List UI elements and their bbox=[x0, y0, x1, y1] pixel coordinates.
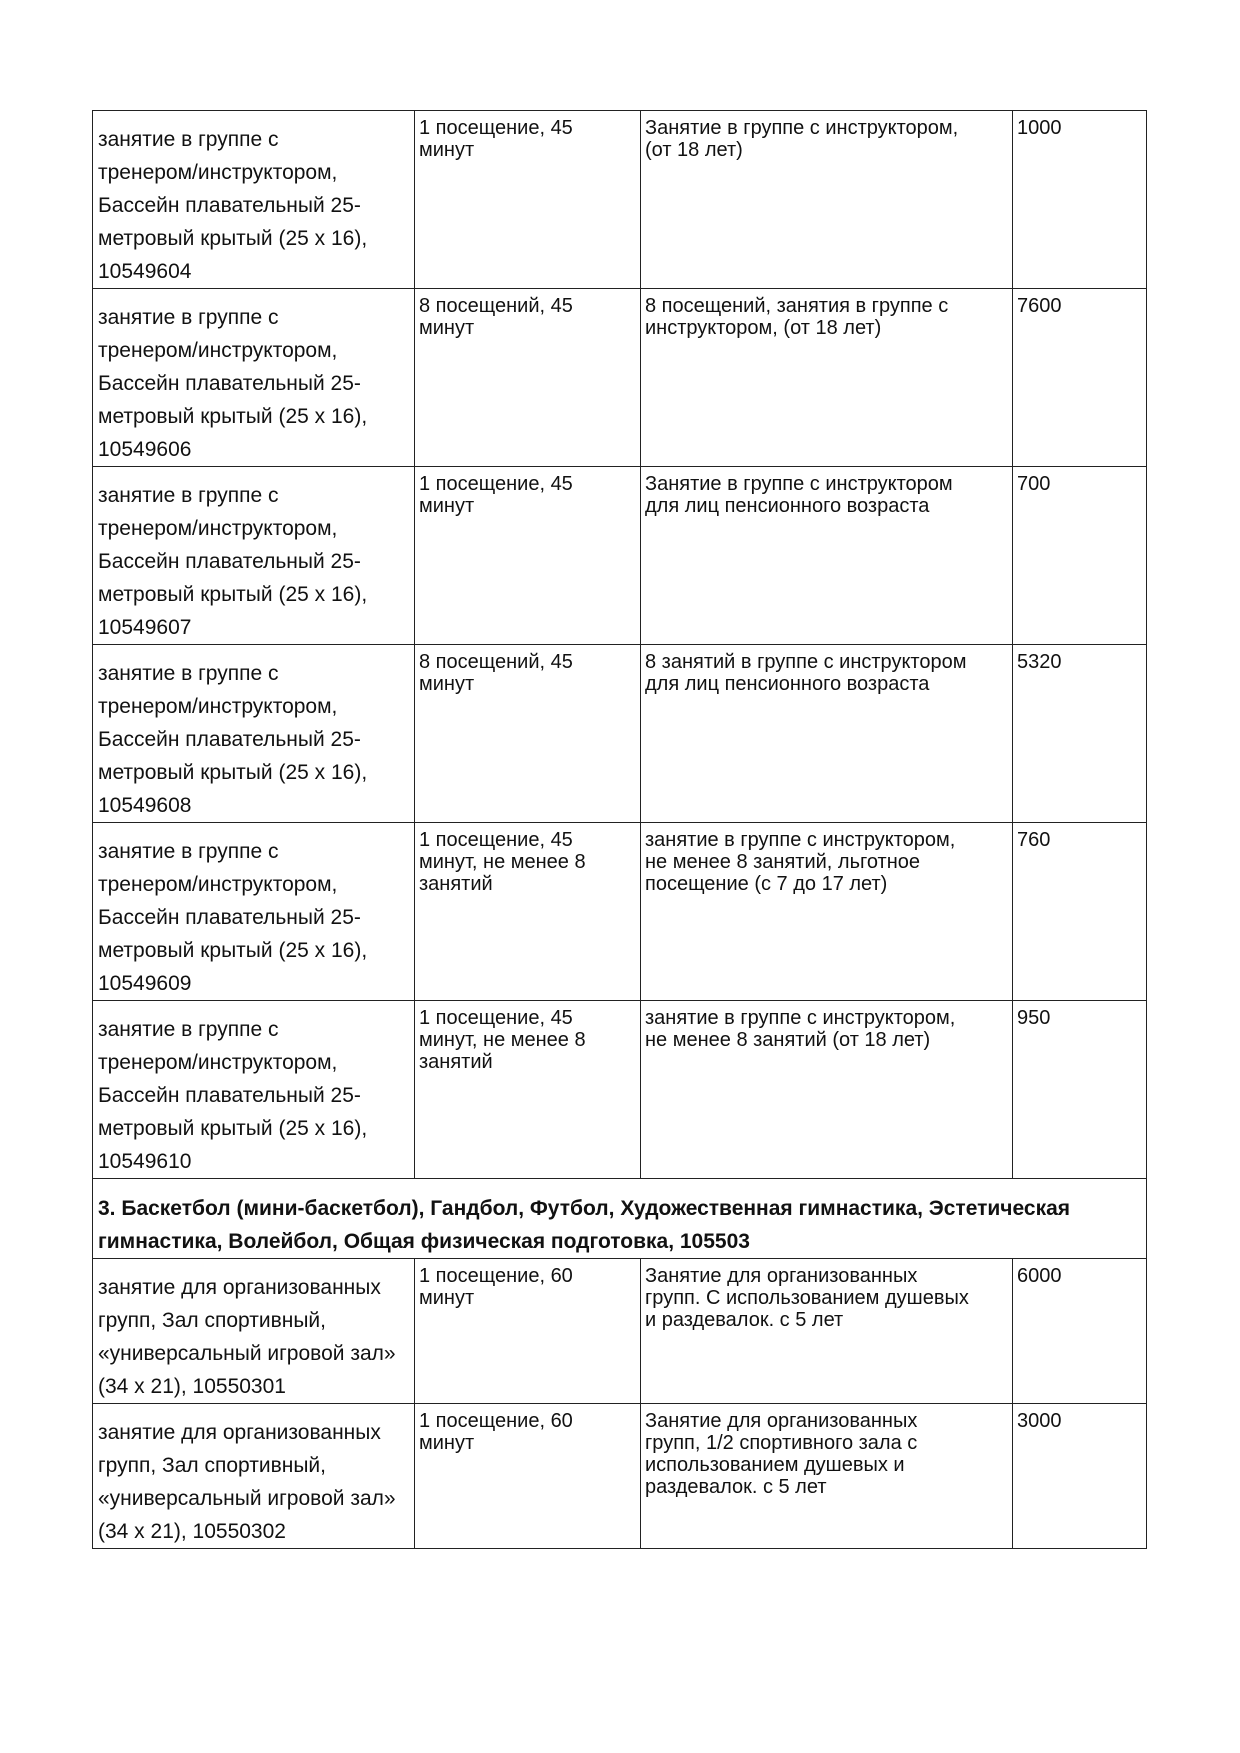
duration-cell: 8 посещений, 45 минут bbox=[415, 289, 641, 467]
description-cell: Занятие в группе с инструктором, (от 18 лет) bbox=[641, 111, 1013, 289]
description-cell: 8 посещений, занятия в группе с инструктором, (от 18 лет) bbox=[641, 289, 1013, 467]
price-cell: 5320 bbox=[1013, 645, 1147, 823]
duration-cell: 1 посещение, 45 минут, не менее 8 занятий bbox=[415, 1001, 641, 1179]
table-row bbox=[93, 645, 1147, 823]
description-cell: 8 занятий в группе с инструктором для лиц пенсионного возраста bbox=[641, 645, 1013, 823]
service-name-cell: занятие для организованных групп, Зал спортивный, «универсальный игровой зал» (34 х 21), 10550301 bbox=[93, 1259, 415, 1404]
price-cell: 3000 bbox=[1013, 1404, 1147, 1549]
section-heading-row bbox=[93, 1179, 1147, 1259]
price-cell: 950 bbox=[1013, 1001, 1147, 1179]
table-row bbox=[93, 1404, 1147, 1549]
duration-cell: 1 посещение, 45 минут, не менее 8 занятий bbox=[415, 823, 641, 1001]
service-name-cell: занятие в группе с тренером/инструктором, Бассейн плавательный 25- метровый крытый (25 х 16), 10549607 bbox=[93, 467, 415, 645]
description-cell: Занятие для организованных групп, 1/2 спортивного зала с использованием душевых и раздевалок. с 5 лет bbox=[641, 1404, 1013, 1549]
table-row bbox=[93, 1259, 1147, 1404]
duration-cell: 1 посещение, 45 минут bbox=[415, 111, 641, 289]
service-name-cell: занятие в группе с тренером/инструктором, Бассейн плавательный 25- метровый крытый (25 х 16), 10549608 bbox=[93, 645, 415, 823]
duration-cell: 1 посещение, 60 минут bbox=[415, 1259, 641, 1404]
description-cell: Занятие в группе с инструктором для лиц пенсионного возраста bbox=[641, 467, 1013, 645]
price-cell: 760 bbox=[1013, 823, 1147, 1001]
service-name-cell: занятие в группе с тренером/инструктором, Бассейн плавательный 25- метровый крытый (25 х 16), 10549604 bbox=[93, 111, 415, 289]
table-row bbox=[93, 111, 1147, 289]
price-cell: 700 bbox=[1013, 467, 1147, 645]
description-cell: занятие в группе с инструктором, не менее 8 занятий (от 18 лет) bbox=[641, 1001, 1013, 1179]
duration-cell: 1 посещение, 45 минут bbox=[415, 467, 641, 645]
price-cell: 1000 bbox=[1013, 111, 1147, 289]
section-heading: 3. Баскетбол (мини-баскетбол), Гандбол, Футбол, Художественная гимнастика, Эстетическая гимнастика, Волейбол, Общая физическая подготовка, 105503 bbox=[93, 1179, 1147, 1259]
service-name-cell: занятие в группе с тренером/инструктором, Бассейн плавательный 25- метровый крытый (25 х 16), 10549606 bbox=[93, 289, 415, 467]
service-name-cell: занятие в группе с тренером/инструктором, Бассейн плавательный 25- метровый крытый (25 х 16), 10549610 bbox=[93, 1001, 415, 1179]
table-row bbox=[93, 823, 1147, 1001]
price-cell: 7600 bbox=[1013, 289, 1147, 467]
description-cell: занятие в группе с инструктором, не менее 8 занятий, льготное посещение (с 7 до 17 лет) bbox=[641, 823, 1013, 1001]
table-row bbox=[93, 1001, 1147, 1179]
service-name-cell: занятие для организованных групп, Зал спортивный, «универсальный игровой зал» (34 х 21), 10550302 bbox=[93, 1404, 415, 1549]
table-row bbox=[93, 289, 1147, 467]
table-row bbox=[93, 467, 1147, 645]
service-name-cell: занятие в группе с тренером/инструктором, Бассейн плавательный 25- метровый крытый (25 х 16), 10549609 bbox=[93, 823, 415, 1001]
description-cell: Занятие для организованных групп. С использованием душевых и раздевалок. с 5 лет bbox=[641, 1259, 1013, 1404]
duration-cell: 1 посещение, 60 минут bbox=[415, 1404, 641, 1549]
price-cell: 6000 bbox=[1013, 1259, 1147, 1404]
price-table bbox=[92, 110, 1147, 1549]
duration-cell: 8 посещений, 45 минут bbox=[415, 645, 641, 823]
